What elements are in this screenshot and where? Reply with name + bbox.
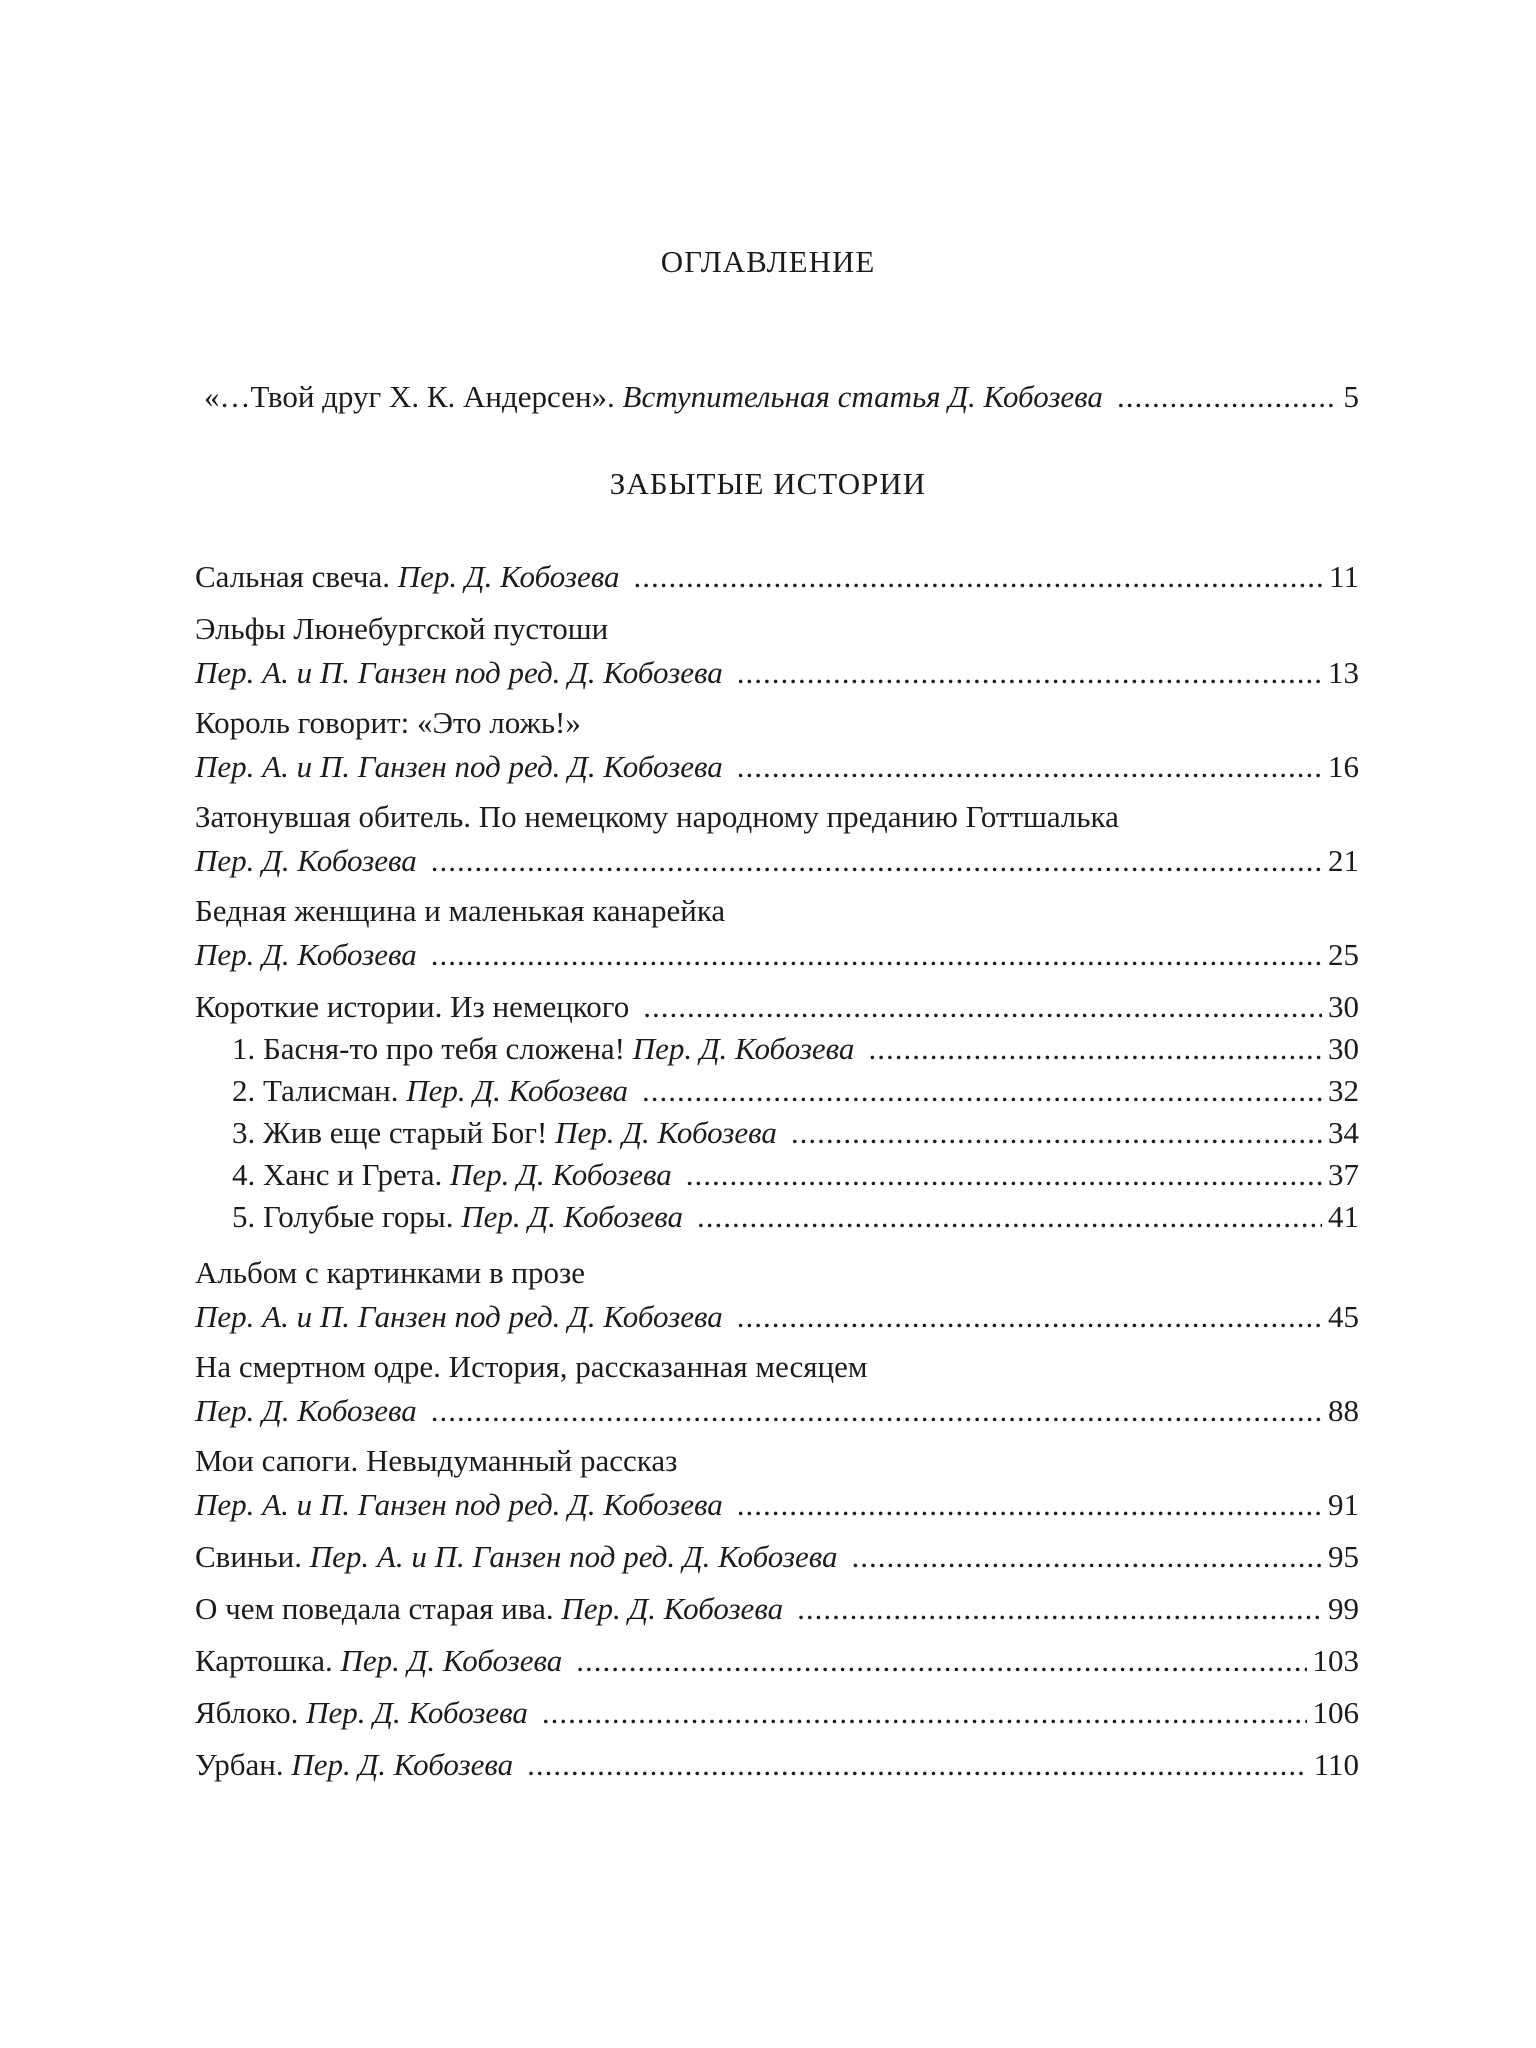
leader-dots xyxy=(1117,378,1338,416)
entry-title: Эльфы Люнебургской пустоши xyxy=(195,611,609,646)
entry-translator: Пер. Д. Кобозева xyxy=(461,1199,683,1234)
entry-title-text: Сальная свеча. xyxy=(195,559,390,594)
page-number: 30 xyxy=(1328,989,1359,1024)
page-number: 32 xyxy=(1328,1073,1359,1108)
leader-dots xyxy=(868,1030,1322,1068)
page-number: 95 xyxy=(1328,1539,1359,1574)
entry-title: 5. Голубые горы. xyxy=(232,1199,454,1234)
entry-title: О чем поведала старая ива. xyxy=(195,1591,554,1626)
entry-translator: Пер. Д. Кобозева xyxy=(406,1073,629,1108)
toc-entry[interactable] xyxy=(195,1642,1359,1680)
leader-dots xyxy=(737,1486,1322,1524)
section-heading: ЗАБЫТЫЕ ИСТОРИИ xyxy=(609,466,927,501)
toc-entry-translator-line[interactable] xyxy=(195,654,1359,692)
leader-dots xyxy=(791,1114,1322,1152)
entry-title: Король говорит: «Это ложь!» xyxy=(195,705,581,740)
entry-title: 3. Жив еще старый Бог! xyxy=(232,1115,548,1150)
toc-entry-title-line[interactable] xyxy=(195,610,1359,648)
entry-title: Урбан. xyxy=(195,1747,284,1782)
leader-dots xyxy=(642,1072,1322,1110)
entry-title xyxy=(195,558,619,596)
page-number: 91 xyxy=(1328,1487,1359,1522)
leader-dots xyxy=(737,1298,1322,1336)
leader-dots xyxy=(686,1156,1322,1194)
toc-subentry[interactable] xyxy=(232,1030,1359,1068)
toc-entry-title-line[interactable] xyxy=(195,1348,1359,1386)
toc-entry[interactable] xyxy=(195,558,1359,596)
toc-subentry[interactable] xyxy=(232,1156,1359,1194)
entry-translator: Пер. Д. Кобозева xyxy=(450,1157,672,1192)
page-number: 11 xyxy=(1329,559,1359,594)
page-number: 110 xyxy=(1313,1747,1359,1782)
toc-entry-title-line[interactable] xyxy=(195,798,1359,836)
leader-dots xyxy=(737,748,1322,786)
toc-entry-intro[interactable] xyxy=(204,378,1359,416)
leader-dots xyxy=(431,1392,1322,1430)
entry-translator: Пер. А. и П. Ганзен под ред. Д. Кобозева xyxy=(309,1539,838,1574)
entry-translator: Пер. А. и П. Ганзен под ред. Д. Кобозева xyxy=(195,1299,723,1334)
toc-entry[interactable] xyxy=(195,1694,1359,1732)
page-number: 16 xyxy=(1328,749,1359,784)
page-number: 45 xyxy=(1328,1299,1359,1334)
toc-subentry[interactable] xyxy=(232,1198,1359,1236)
leader-dots xyxy=(542,1694,1307,1732)
leader-dots xyxy=(737,654,1322,692)
page-number: 30 xyxy=(1328,1031,1359,1066)
toc-entry-translator-line[interactable] xyxy=(195,1392,1359,1430)
leader-dots xyxy=(851,1538,1322,1576)
entry-title: Короткие истории. Из немецкого xyxy=(195,989,630,1024)
page-number: 5 xyxy=(1343,379,1359,414)
entry-title: 2. Талисман. xyxy=(232,1073,399,1108)
toc-entry[interactable] xyxy=(195,1538,1359,1576)
page-number: 103 xyxy=(1312,1643,1359,1678)
toc-entry[interactable] xyxy=(195,1590,1359,1628)
toc-entry-title-line[interactable] xyxy=(195,892,1359,930)
entry-translator: Пер. Д. Кобозева xyxy=(195,937,417,972)
entry-translator: Пер. А. и П. Ганзен под ред. Д. Кобозева xyxy=(195,749,723,784)
leader-dots xyxy=(797,1590,1322,1628)
page-number: 25 xyxy=(1328,937,1359,972)
leader-dots xyxy=(643,988,1322,1026)
leader-dots xyxy=(431,936,1322,974)
page-number: 13 xyxy=(1328,655,1359,690)
entry-translator: Пер. Д. Кобозева xyxy=(340,1643,563,1678)
entry-title: 4. Ханс и Грета. xyxy=(232,1157,443,1192)
page-number: 99 xyxy=(1328,1591,1359,1626)
page-number: 34 xyxy=(1328,1115,1359,1150)
entry-title-text: «…Твой друг Х. К. Андерсен». xyxy=(204,379,615,414)
entry-title: 1. Басня-то про тебя сложена! xyxy=(232,1031,625,1066)
entry-translator: Пер. Д. Кобозева xyxy=(195,843,417,878)
entry-title: На смертном одре. История, рассказанная месяцем xyxy=(195,1349,868,1384)
leader-dots xyxy=(633,558,1323,596)
page-number: 37 xyxy=(1328,1157,1359,1192)
toc-entry-translator-line[interactable] xyxy=(195,842,1359,880)
page-number: 106 xyxy=(1312,1695,1359,1730)
entry-translator: Пер. Д. Кобозева xyxy=(291,1747,514,1782)
toc-entry-translator-line[interactable] xyxy=(195,1486,1359,1524)
toc-entry-title-line[interactable] xyxy=(195,704,1359,742)
entry-title: Картошка. xyxy=(195,1643,333,1678)
toc-entry-title-line[interactable] xyxy=(195,1254,1359,1292)
toc-entry-translator-line[interactable] xyxy=(195,936,1359,974)
toc-entry[interactable] xyxy=(195,1746,1359,1784)
toc-subentry[interactable] xyxy=(232,1114,1359,1152)
entry-title: Бедная женщина и маленькая канарейка xyxy=(195,893,726,928)
entry-title: Затонувшая обитель. По немецкому народному преданию Готтшалька xyxy=(195,799,1119,834)
toc-entry[interactable] xyxy=(195,988,1359,1026)
page-number: 41 xyxy=(1328,1199,1359,1234)
entry-translator: Пер. А. и П. Ганзен под ред. Д. Кобозева xyxy=(195,655,723,690)
leader-dots xyxy=(576,1642,1306,1680)
entry-note: Вступительная статья Д. Кобозева xyxy=(622,379,1103,414)
entry-translator: Пер. Д. Кобозева xyxy=(195,1393,417,1428)
toc-entry-title-line[interactable] xyxy=(195,1442,1359,1480)
entry-translator: Пер. Д. Кобозева xyxy=(397,559,620,594)
entry-title xyxy=(204,378,1103,416)
entry-translator: Пер. А. и П. Ганзен под ред. Д. Кобозева xyxy=(195,1487,723,1522)
toc-subentry[interactable] xyxy=(232,1072,1359,1110)
page-number: 88 xyxy=(1328,1393,1359,1428)
toc-heading: ОГЛАВЛЕНИЕ xyxy=(660,244,876,279)
leader-dots xyxy=(527,1746,1308,1784)
entry-title: Свиньи. xyxy=(195,1539,302,1574)
page-number: 21 xyxy=(1328,843,1359,878)
toc-entry-translator-line[interactable] xyxy=(195,1298,1359,1336)
entry-translator: Пер. Д. Кобозева xyxy=(306,1695,528,1730)
toc-entry-translator-line[interactable] xyxy=(195,748,1359,786)
entry-title: Альбом с картинками в прозе xyxy=(195,1255,586,1290)
entry-title: Мои сапоги. Невыдуманный рассказ xyxy=(195,1443,678,1478)
entry-translator: Пер. Д. Кобозева xyxy=(555,1115,777,1150)
entry-translator: Пер. Д. Кобозева xyxy=(632,1031,855,1066)
leader-dots xyxy=(431,842,1322,880)
entry-title: Яблоко. xyxy=(195,1695,299,1730)
entry-translator: Пер. Д. Кобозева xyxy=(561,1591,784,1626)
leader-dots xyxy=(697,1198,1322,1236)
